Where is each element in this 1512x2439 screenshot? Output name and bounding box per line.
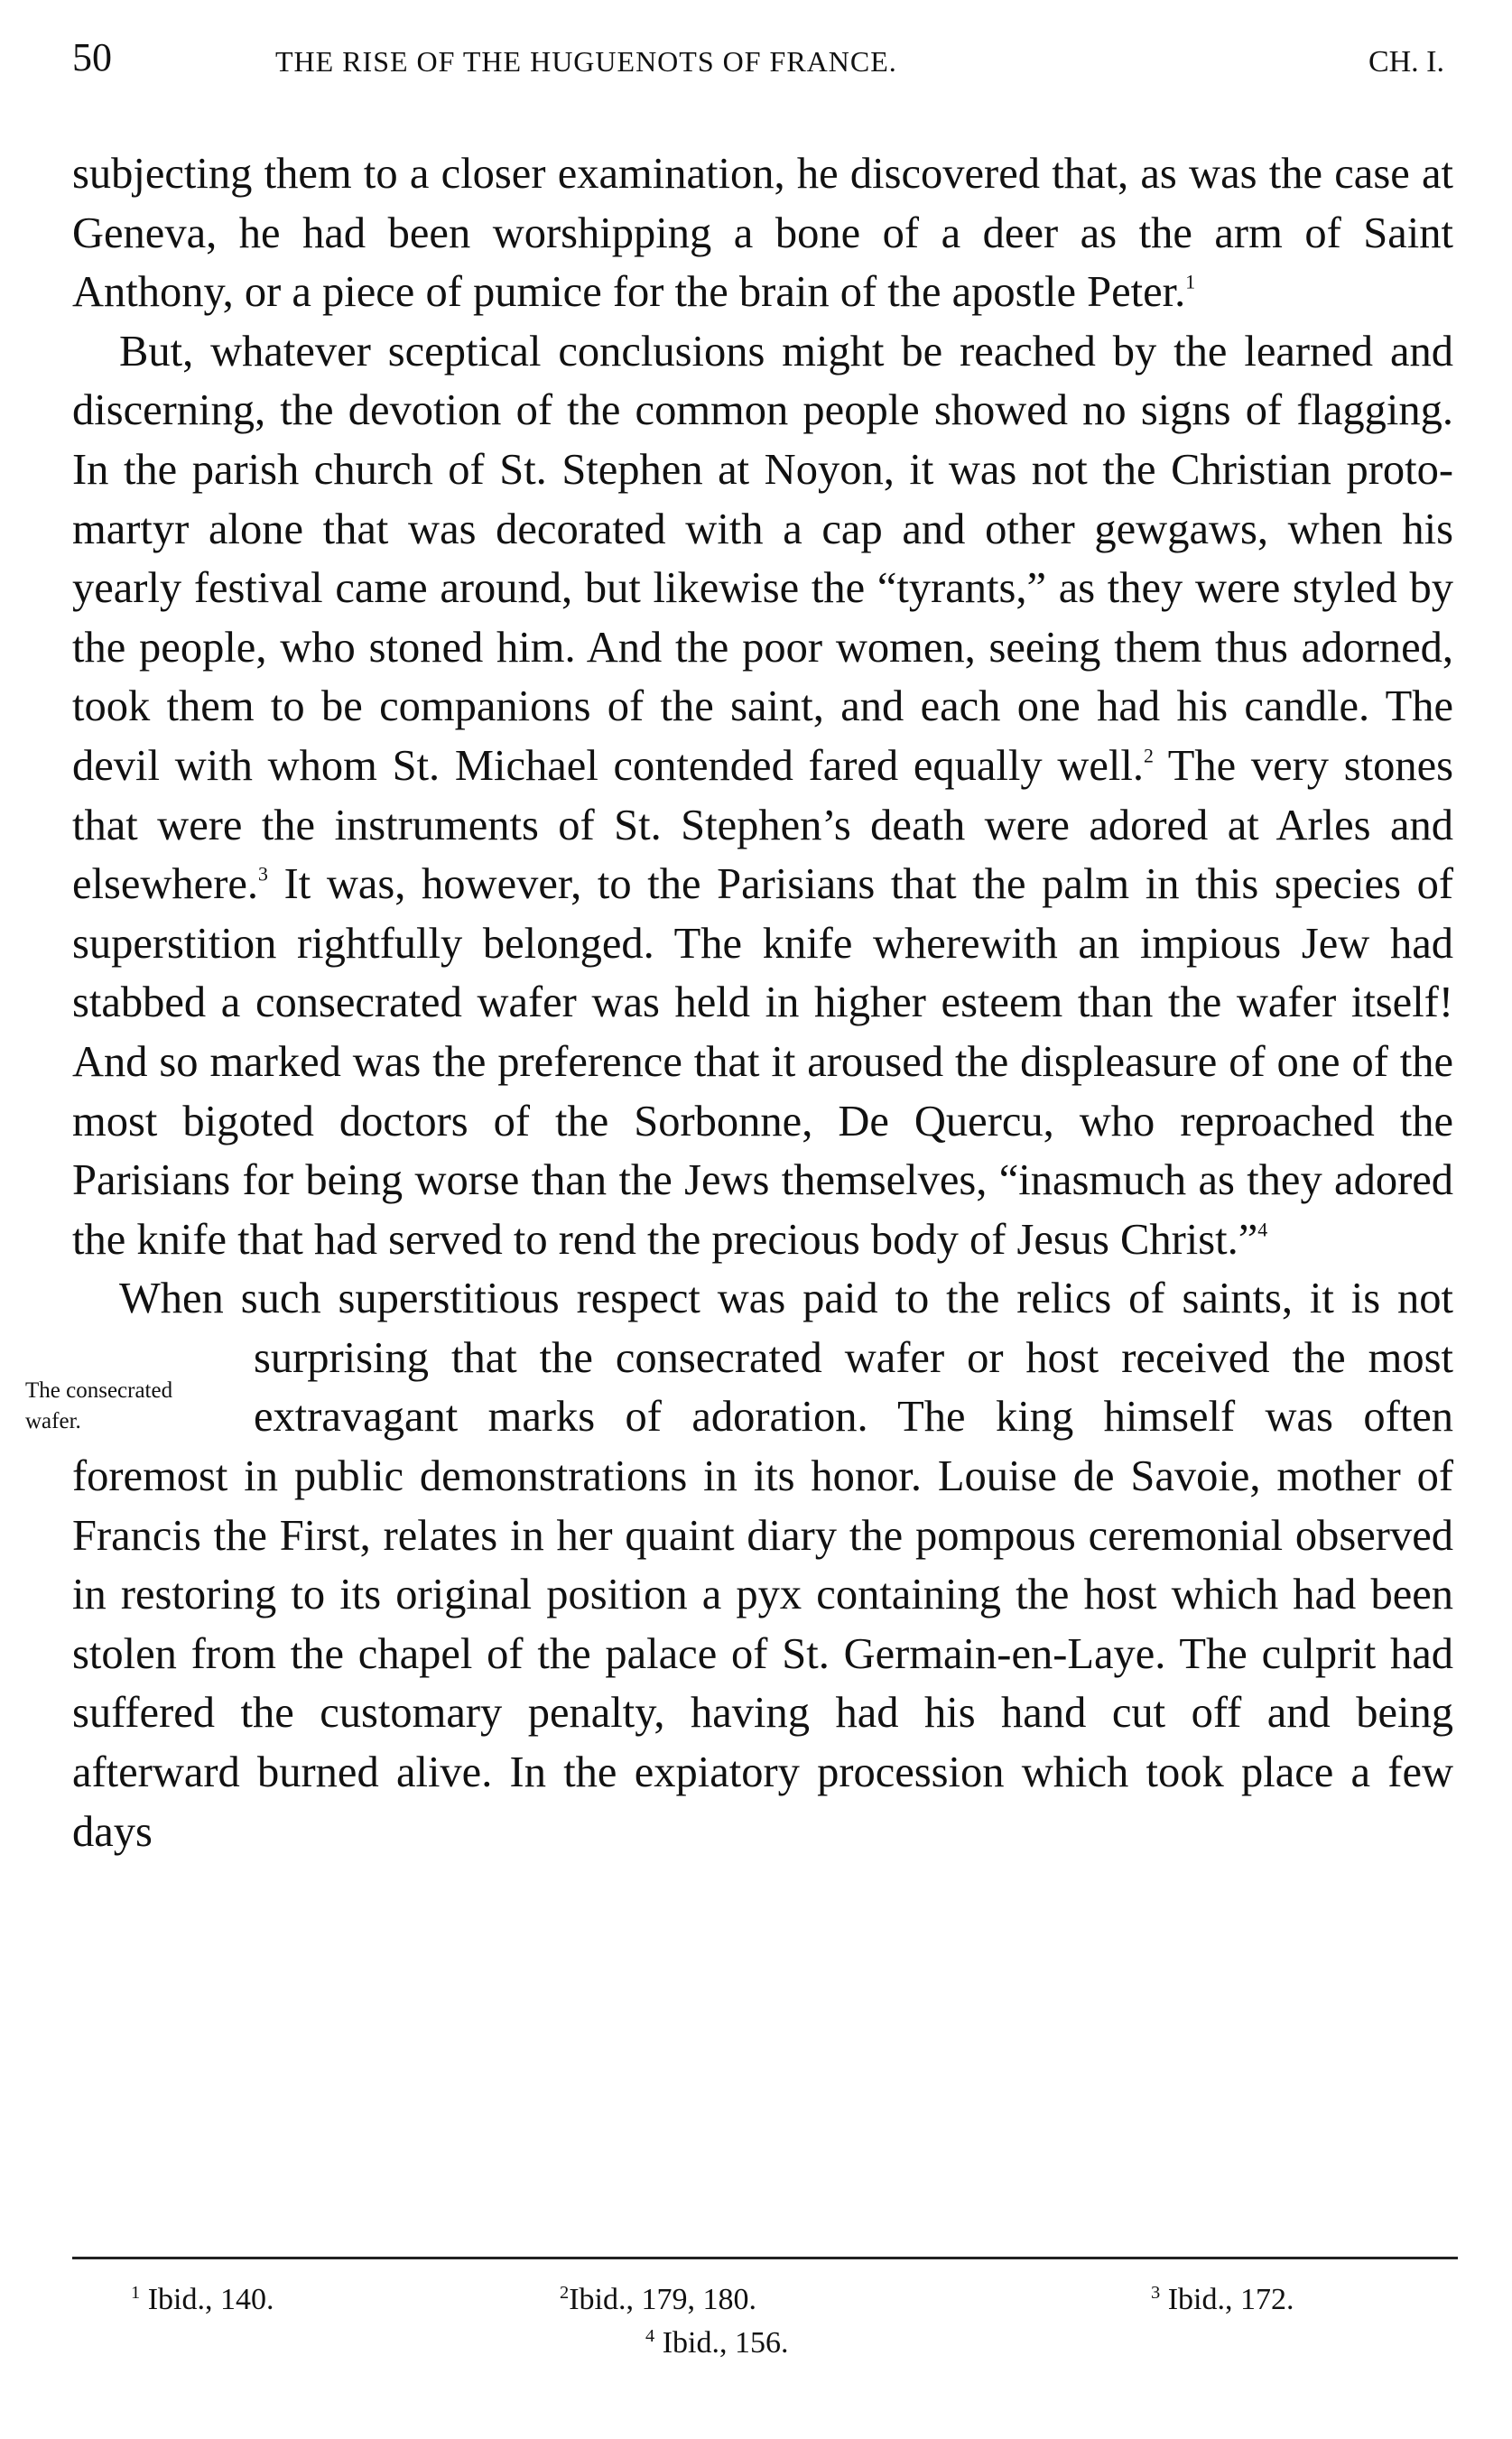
footnote-4-text: Ibid., 156. [662,2326,789,2360]
footnote-1-text: Ibid., 140. [147,2283,274,2316]
footnote-2-mark: 2 [560,2282,570,2303]
footnote-3-text: Ibid., 172. [1167,2283,1294,2316]
footnote-ref-3: 3 [258,863,268,886]
footnote-3 [1151,2279,1294,2321]
footnote-1-mark: 1 [131,2282,141,2303]
side-note: The consecrated wafer. [25,1377,173,1433]
paragraph-2-text-c: It was, however, to the Parisians that the palm in this species of superstition rightfully belonged. The knife wherewith an impious Jew had stabbed a consecrated wafer was held in higher esteem than the wafer itself! And so marked was the preference that it aroused the displeasure of one of the most bigoted doctors of the Sorbonne, De Quercu, who reproached the Parisians for being worse than the Jews themselves, “inasmuch as they adored the knife that had served to rend the precious body of Jesus Christ.” [72,860,1453,1264]
footnote-divider [72,2257,1458,2259]
footnote-3-mark: 3 [1151,2282,1161,2303]
footnote-ref-1: 1 [1185,271,1196,293]
paragraph-2-text-b: The very stones that were the instruments of St. Stephen’s death were adored at Arles and elsewhere. [72,741,1453,909]
paragraph-2-text-a: But, whatever sceptical conclusions might be reached by the learned and discerning, the devotion of the common people showed no signs of flagging. In the parish church of St. Stephen at Noyon, it was not the Christian proto-martyr alone that was decorated with a cap and other gewgaws, when his yearly festival came around, but likewise the “tyrants,” as they were styled by the people, who stoned him. And the poor women, seeing them thus adorned, took them to be companions of the saint, and each one had his candle. The devil with whom St. Michael contended fared equally well. [72,327,1453,790]
chapter-mark: CH. I. [1368,45,1444,79]
paragraph-1 [72,144,1453,322]
footnote-ref-4: 4 [1257,1219,1268,1241]
page-header [72,34,1471,88]
paragraph-3-rest: received the most extravagant marks of adoration. The king himself was often foremost in public demonstrations in its honor. Louise de Savoie, mother of Francis the First, relates in her quaint diary the pompous ceremonial observed in restoring to its original position a pyx containing the host which had been stolen from the chapel of the palace of St. Germain-en-Laye. The culprit had suffered the customary penalty, having had his hand cut off and being afterward burned alive. In the expiatory procession which took place a few days [72,1333,1454,1856]
footnote-2 [560,2279,756,2321]
footnote-1 [131,2279,274,2321]
footnote-2-text: Ibid., 179, 180. [569,2283,756,2316]
footnote-ref-2: 2 [1143,745,1154,767]
footnote-4 [645,2323,788,2364]
footnote-4-mark: 4 [645,2325,655,2346]
main-text [25,144,1454,1861]
paragraph-1-text: subjecting them to a closer examination, he discovered that, as was the case at Geneva, he had been worshipping a bone of a deer as the arm of Saint Anthony, or a piece of pumice for the brain of the apostle Peter. [72,150,1453,317]
page-number: 50 [72,35,112,79]
running-title: THE RISE OF THE HUGUENOTS OF FRANCE. [275,45,897,78]
paragraph-3-lead: When such superstitious respect was paid to the relics of saints, it is not surprising that the consecrated wafer or host [119,1275,1453,1382]
paragraph-2 [72,322,1453,1270]
paragraph-3 [25,1269,1454,1861]
